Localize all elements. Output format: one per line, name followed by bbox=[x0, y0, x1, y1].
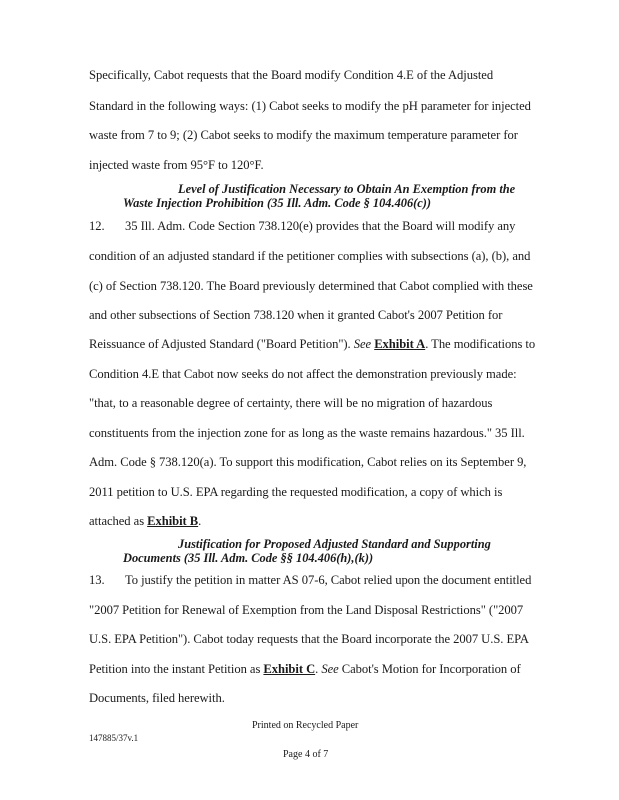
paragraph-13-line-1: To justify the petition in matter AS 07-6, Cabot relied upon the document entitled bbox=[125, 573, 532, 587]
paragraph-12-line-11-tail: . bbox=[198, 514, 202, 528]
intro-line-2: Standard in the following ways: (1) Cabot seeks to modify the pH parameter for injected bbox=[89, 99, 531, 113]
paragraph-12-line-6: Condition 4.E that Cabot now seeks do not affect the demonstration previously made: bbox=[89, 367, 517, 381]
paragraph-12-line-7: "that, to a reasonable degree of certainty, there will be no migration of hazardous bbox=[89, 396, 493, 410]
paragraph-12-number: 12. bbox=[89, 219, 105, 233]
intro-line-1: Specifically, Cabot requests that the Board modify Condition 4.E of the Adjusted bbox=[89, 68, 494, 82]
paragraph-13-number: 13. bbox=[89, 573, 105, 587]
paragraph-12-line-8: constituents from the injection zone for as long as the waste remains hazardous." 35 Ill. bbox=[89, 426, 525, 440]
paragraph-12-line-10: 2011 petition to U.S. EPA regarding the requested modification, a copy of which is bbox=[89, 485, 503, 499]
paragraph-12-line-3: (c) of Section 738.120. The Board previously determined that Cabot complied with these bbox=[89, 279, 533, 293]
exhibit-a-reference: Exhibit A bbox=[374, 337, 426, 351]
paragraph-12-line-11 bbox=[89, 514, 201, 529]
paragraph-12-line-4: and other subsections of Section 738.120 when it granted Cabot's 2007 Petition for bbox=[89, 308, 503, 322]
document-id: 147885/37v.1 bbox=[89, 733, 139, 743]
paragraph-12-line-5-tail: . The modifications to bbox=[425, 337, 536, 351]
paragraph-13-line-4-text: Petition into the instant Petition as bbox=[89, 662, 264, 676]
paragraph-12-line-9: Adm. Code § 738.120(a). To support this modification, Cabot relies on its September 9, bbox=[89, 455, 527, 469]
section-heading-2-line-2: Documents (35 Ill. Adm. Code §§ 104.406(h),(k)) bbox=[123, 551, 374, 565]
paragraph-12-line-2: condition of an adjusted standard if the petitioner complies with subsections (a), (b), and bbox=[89, 249, 531, 263]
paragraph-13-line-2: "2007 Petition for Renewal of Exemption from the Land Disposal Restrictions" ("2007 bbox=[89, 603, 524, 617]
paragraph-13-line-4-tail: Cabot's Motion for Incorporation of bbox=[338, 662, 521, 676]
see-signal-2: See bbox=[321, 662, 339, 676]
paragraph-13-line-4 bbox=[89, 662, 521, 677]
exhibit-c-reference: Exhibit C bbox=[263, 662, 316, 676]
paragraph-12-line-5 bbox=[89, 337, 535, 352]
paragraph-12-line-1: 35 Ill. Adm. Code Section 738.120(e) provides that the Board will modify any bbox=[125, 219, 516, 233]
paragraph-12-line-5-text: Reissuance of Adjusted Standard ("Board Petition"). bbox=[89, 337, 354, 351]
section-heading-1-line-1: Level of Justification Necessary to Obtain An Exemption from the bbox=[178, 182, 516, 196]
page-number: Page 4 of 7 bbox=[283, 749, 329, 760]
exhibit-b-reference: Exhibit B bbox=[147, 514, 199, 528]
section-heading-2-line-1: Justification for Proposed Adjusted Standard and Supporting bbox=[178, 537, 491, 551]
recycled-paper-notice: Printed on Recycled Paper bbox=[252, 720, 359, 731]
paragraph-13-line-4-mid: . bbox=[315, 662, 322, 676]
intro-line-4: injected waste from 95°F to 120°F. bbox=[89, 158, 264, 172]
paragraph-13-line-5: Documents, filed herewith. bbox=[89, 691, 225, 705]
section-heading-1-line-2: Waste Injection Prohibition (35 Ill. Adm. Code § 104.406(c)) bbox=[123, 196, 432, 210]
paragraph-12-line-11-text: attached as bbox=[89, 514, 148, 528]
see-signal: See bbox=[353, 337, 372, 351]
paragraph-13-line-3: U.S. EPA Petition"). Cabot today requests that the Board incorporate the 2007 U.S. EPA bbox=[89, 632, 529, 646]
intro-line-3: waste from 7 to 9; (2) Cabot seeks to modify the maximum temperature parameter for bbox=[89, 128, 518, 142]
